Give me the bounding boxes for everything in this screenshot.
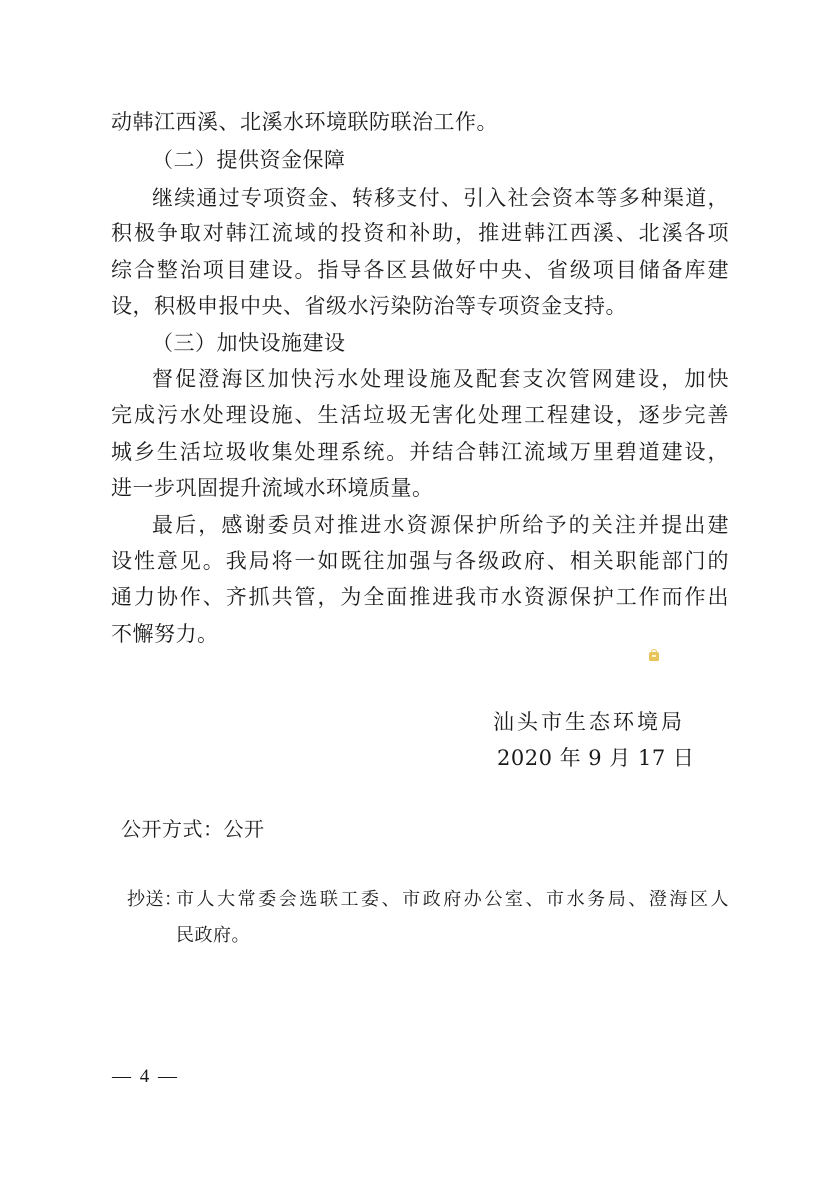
body-line-6: 设，积极申报中央、省级水污染防治等专项资金支持。 [111,294,627,318]
signature-organization: 汕头市生态环境局 [493,710,685,734]
body-line-1: 动韩江西溪、北溪水环境联防联治工作。 [111,110,498,134]
cc-recipients-line1: 市人大常委会选联工委、市政府办公室、市水务局、澄海区人 [176,889,729,910]
body-line-15: 不懈努力。 [111,622,219,646]
body-line-13: 设性意见。我局将一如既往加强与各级政府、相关职能部门的 [111,549,729,573]
body-line-9: 完成污水处理设施、生活垃圾无害化处理工程建设，逐步完善 [111,403,729,427]
seal-icon [649,652,659,661]
body-line-12: 最后，感谢委员对推进水资源保护所给予的关注并提出建 [152,513,729,537]
cc-recipients-line2: 民政府。 [176,925,250,946]
body-line-3: 继续通过专项资金、转移支付、引入社会资本等多种渠道， [152,186,729,210]
body-line-4: 积极争取对韩江流域的投资和补助，推进韩江西溪、北溪各项 [111,221,729,245]
page-number: — 4 — [112,1066,179,1087]
body-line-11: 进一步巩固提升流域水环境质量。 [111,476,434,500]
body-line-8: 督促澄海区加快污水处理设施及配套支次管网建设，加快 [152,367,729,391]
body-line-14: 通力协作、齐抓共管，为全面推进我市水资源保护工作而作出 [111,585,729,609]
section-heading-2: （二）提供资金保障 [152,148,346,172]
body-line-5: 综合整治项目建设。指导各区县做好中央、省级项目储备库建 [111,258,729,282]
cc-label: 抄送： [127,889,183,910]
section-heading-3: （三）加快设施建设 [152,331,346,355]
disclosure-method: 公开方式：公开 [121,817,265,841]
body-line-10: 城乡生活垃圾收集处理系统。并结合韩江流域万里碧道建设， [111,440,729,464]
signature-date: 2020 年 9 月 17 日 [497,746,695,770]
